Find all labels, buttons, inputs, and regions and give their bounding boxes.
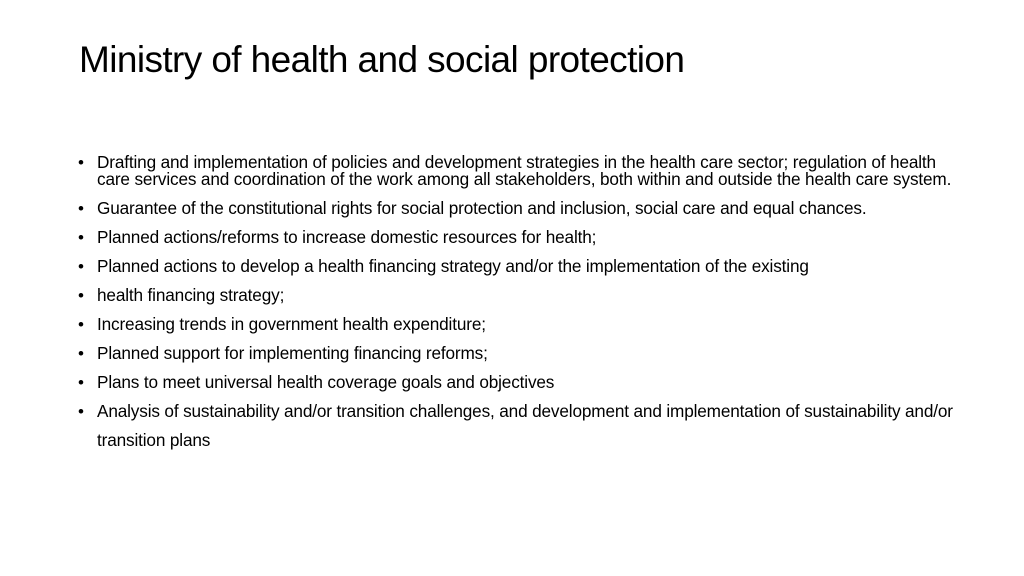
bullet-item: • Analysis of sustainability and/or transition challenges, and development and implementation of sustainability and/or transition plans	[78, 397, 958, 455]
bullet-item: • Drafting and implementation of policies and development strategies in the health care sector; regulation of health care services and coordination of the work among all stakeholders, both within and outside the health care system.	[78, 154, 958, 188]
bullet-item: • Guarantee of the constitutional rights for social protection and inclusion, social care and equal chances.	[78, 200, 958, 217]
bullet-item: • Planned support for implementing financing reforms;	[78, 339, 958, 368]
bullet-item: • Increasing trends in government health expenditure;	[78, 310, 958, 339]
bullet-item: • Planned actions to develop a health financing strategy and/or the implementation of the existing	[78, 252, 958, 281]
bullet-item: • Planned actions/reforms to increase domestic resources for health;	[78, 223, 958, 252]
bullet-item: • health financing strategy;	[78, 281, 958, 310]
bullet-list	[78, 154, 958, 455]
bullet-item: • Plans to meet universal health coverage goals and objectives	[78, 368, 958, 397]
slide-title: Ministry of health and social protection	[79, 39, 685, 80]
